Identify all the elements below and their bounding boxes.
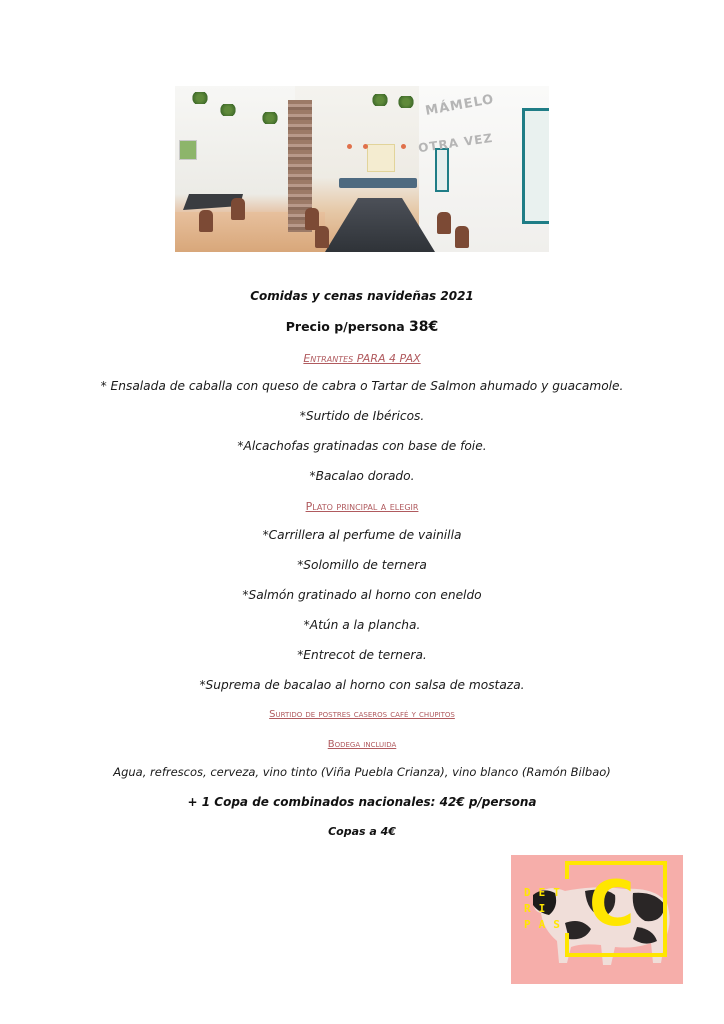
mains-heading: Plato principal a elegir	[305, 500, 419, 513]
logo-letters-row1: DET	[524, 886, 568, 899]
logo-letters-row3: PAS	[524, 918, 568, 931]
photo-plant	[371, 94, 389, 106]
drinks-description: Agua, refrescos, cerveza, vino tinto (Viña Puebla Crianza), vino blanco (Ramón Bilbao)	[113, 765, 611, 779]
photo-window-small	[435, 148, 449, 192]
logo-frame-segment	[565, 933, 569, 953]
price-value: 38€	[409, 319, 439, 335]
starter-item: * Ensalada de caballa con queso de cabra o Tartar de Salmon ahumado y guacamole.	[100, 379, 624, 393]
photo-plant	[191, 92, 209, 104]
photo-bench	[339, 178, 417, 188]
drinks-heading: Bodega incluida	[327, 739, 397, 750]
price-label: Precio p/persona	[285, 319, 405, 334]
photo-lamp	[401, 144, 406, 149]
photo-lamp	[363, 144, 368, 149]
photo-shelf	[367, 144, 395, 172]
photo-chair	[315, 226, 329, 248]
main-item: *Suprema de bacalao al horno con salsa de mostaza.	[199, 678, 525, 692]
price-line	[0, 319, 724, 335]
starter-item: *Surtido de Ibéricos.	[299, 409, 425, 423]
desserts-heading: Surtido de postres caseros café y chupitos	[269, 709, 455, 720]
drinks-price: Copas a 4€	[328, 825, 396, 838]
photo-plant	[261, 112, 279, 124]
starter-item: *Bacalao dorado.	[309, 469, 415, 483]
restaurant-photo	[175, 86, 549, 252]
photo-chair	[231, 198, 245, 220]
photo-lamp	[347, 144, 352, 149]
photo-chair	[455, 226, 469, 248]
photo-wall-sign-line2: OTRA VEZ	[417, 130, 494, 156]
photo-window	[522, 108, 549, 224]
logo-wordmark	[524, 885, 568, 933]
menu-title: Comidas y cenas navideñas 2021	[250, 289, 474, 303]
starter-item: *Alcachofas gratinadas con base de foie.	[237, 439, 487, 453]
main-item: *Carrillera al perfume de vainilla	[262, 528, 462, 542]
logo-frame-segment	[565, 861, 569, 879]
photo-plant	[397, 96, 415, 108]
photo-wall-sign-line1: MÁMELO	[424, 92, 496, 119]
extra-offer: + 1 Copa de combinados nacionales: 42€ p/persona	[187, 795, 537, 809]
photo-chair	[437, 212, 451, 234]
photo-plant	[219, 104, 237, 116]
main-item: *Entrecot de ternera.	[297, 648, 427, 662]
logo-letters-row2: RI	[524, 902, 554, 915]
photo-chair	[199, 210, 213, 232]
main-item: *Solomillo de ternera	[297, 558, 427, 572]
main-item: *Atún a la plancha.	[303, 618, 421, 632]
photo-wall-painting	[179, 140, 197, 160]
de-tripas-logo	[511, 855, 683, 984]
logo-big-letter: C	[589, 867, 635, 940]
starters-heading: Entrantes PARA 4 PAX	[303, 352, 421, 365]
main-item: *Salmón gratinado al horno con eneldo	[242, 588, 482, 602]
